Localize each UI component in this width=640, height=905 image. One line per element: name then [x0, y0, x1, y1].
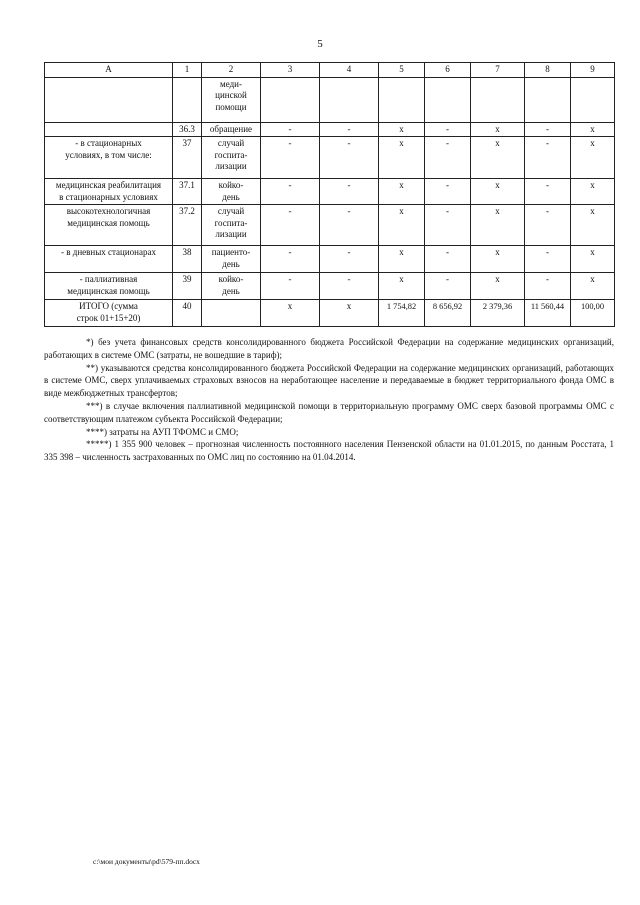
unit-cell: меди- цинской помощи — [202, 77, 261, 122]
header-cell: 9 — [571, 63, 615, 78]
value-cell: - — [425, 137, 471, 179]
row-name-cell: медицинская реабилитация в стационарных условиях — [45, 179, 173, 205]
table-row — [45, 246, 615, 273]
footnote: ****) затраты на АУП ТФОМС и СМО; — [86, 426, 239, 437]
row-name-cell: ИТОГО (сумма строк 01+15+20) — [45, 300, 173, 327]
value-cell: - — [425, 122, 471, 137]
value-cell: - — [320, 122, 379, 137]
value-cell: - — [320, 137, 379, 179]
row-name-cell: - в стационарных условиях, в том числе: — [45, 137, 173, 179]
value-cell: х — [320, 300, 379, 327]
table-row — [45, 179, 615, 205]
value-cell — [320, 77, 379, 122]
value-cell: х — [571, 179, 615, 205]
value-cell: х — [379, 122, 425, 137]
value-cell: х — [571, 273, 615, 300]
footnote: *) без учета финансовых средств консолидированного бюджета Российской Федерации на содержание медицинских организаций, работающих в системе ОМС (затраты, не вошедшие в тариф); — [44, 337, 614, 360]
header-cell: 6 — [425, 63, 471, 78]
row-name-cell: - паллиативная медицинская помощь — [45, 273, 173, 300]
row-code-cell: 37.1 — [173, 179, 202, 205]
value-cell — [471, 77, 525, 122]
value-cell: - — [525, 205, 571, 246]
value-cell: - — [320, 246, 379, 273]
value-cell: - — [320, 179, 379, 205]
footnote: **) указываются средства консолидированного бюджета Российской Федерации на содержание медицинских организаций, работающих в системе ОМС, сверх уплачиваемых страховых взносов на неработающее население и передаваемые в бюджет территориального фонда ОМС в виде межбюджетных трансфертов; — [44, 362, 614, 399]
value-cell: х — [379, 273, 425, 300]
value-cell: 2 379,36 — [471, 300, 525, 327]
value-cell: х — [471, 122, 525, 137]
table-row — [45, 205, 615, 246]
value-cell — [571, 77, 615, 122]
value-cell: х — [571, 246, 615, 273]
value-cell: х — [471, 246, 525, 273]
row-code-cell: 37 — [173, 137, 202, 179]
unit-cell: обращение — [202, 122, 261, 137]
value-cell: х — [471, 205, 525, 246]
footnote: *****) 1 355 900 человек – прогнозная численность постоянного населения Пензенской области на 01.01.2015, по данным Росстата, 1 335 398 – численность застрахованных по ОМС лиц по состоянию на 01.04.2014. — [44, 439, 614, 463]
value-cell: 11 560,44 — [525, 300, 571, 327]
value-cell: х — [571, 137, 615, 179]
value-cell: 100,00 — [571, 300, 615, 327]
row-code-cell: 37.2 — [173, 205, 202, 246]
value-cell: - — [425, 205, 471, 246]
unit-cell: случай госпита- лизации — [202, 205, 261, 246]
value-cell: - — [261, 179, 320, 205]
value-cell: х — [571, 122, 615, 137]
value-cell: - — [525, 179, 571, 205]
value-cell: - — [320, 273, 379, 300]
value-cell: - — [525, 137, 571, 179]
unit-cell: пациенто- день — [202, 246, 261, 273]
value-cell — [525, 77, 571, 122]
row-name-cell: - в дневных стационарах — [45, 246, 173, 273]
value-cell: - — [320, 205, 379, 246]
file-path-footer: c:\мои документы\pd\579-пп.docx — [93, 857, 200, 866]
value-cell: х — [471, 137, 525, 179]
table-row — [45, 137, 615, 179]
value-cell: - — [261, 122, 320, 137]
value-cell: х — [379, 137, 425, 179]
footnotes — [44, 336, 614, 464]
table-row — [45, 77, 615, 122]
table-row — [45, 300, 615, 327]
header-cell: 1 — [173, 63, 202, 78]
unit-cell: койко- день — [202, 179, 261, 205]
value-cell: х — [571, 205, 615, 246]
value-cell: - — [261, 246, 320, 273]
table-row — [45, 122, 615, 137]
financing-table — [44, 62, 615, 327]
row-code-cell: 36.3 — [173, 122, 202, 137]
value-cell: х — [379, 179, 425, 205]
row-name-cell — [45, 77, 173, 122]
value-cell — [379, 77, 425, 122]
row-code-cell: 40 — [173, 300, 202, 327]
value-cell: 1 754,82 — [379, 300, 425, 327]
table-row — [45, 273, 615, 300]
row-code-cell — [173, 77, 202, 122]
value-cell: - — [425, 179, 471, 205]
value-cell: х — [471, 273, 525, 300]
row-code-cell: 39 — [173, 273, 202, 300]
value-cell — [425, 77, 471, 122]
row-name-cell — [45, 122, 173, 137]
row-name-cell: высокотехнологичная медицинская помощь — [45, 205, 173, 246]
value-cell: - — [261, 273, 320, 300]
header-cell: 3 — [261, 63, 320, 78]
value-cell: - — [525, 273, 571, 300]
table-body — [45, 77, 615, 327]
value-cell: - — [425, 273, 471, 300]
value-cell: 8 656,92 — [425, 300, 471, 327]
value-cell: х — [379, 205, 425, 246]
header-cell: 2 — [202, 63, 261, 78]
value-cell: - — [261, 205, 320, 246]
page-number: 5 — [317, 38, 323, 50]
unit-cell: койко- день — [202, 273, 261, 300]
value-cell: - — [261, 137, 320, 179]
value-cell: х — [471, 179, 525, 205]
header-cell: А — [45, 63, 173, 78]
value-cell: - — [525, 246, 571, 273]
value-cell: - — [425, 246, 471, 273]
unit-cell — [202, 300, 261, 327]
table-header-row — [45, 63, 615, 78]
header-cell: 8 — [525, 63, 571, 78]
value-cell: - — [525, 122, 571, 137]
footnote: ***) в случае включения паллиативной медицинской помощи в территориальную программу ОМС сверх базовой программы ОМС с соответствующим платежом субъекта Российской Федерации; — [44, 400, 614, 424]
header-cell: 4 — [320, 63, 379, 78]
unit-cell: случай госпита- лизации — [202, 137, 261, 179]
header-cell: 5 — [379, 63, 425, 78]
value-cell: х — [379, 246, 425, 273]
header-cell: 7 — [471, 63, 525, 78]
row-code-cell: 38 — [173, 246, 202, 273]
value-cell — [261, 77, 320, 122]
value-cell: х — [261, 300, 320, 327]
